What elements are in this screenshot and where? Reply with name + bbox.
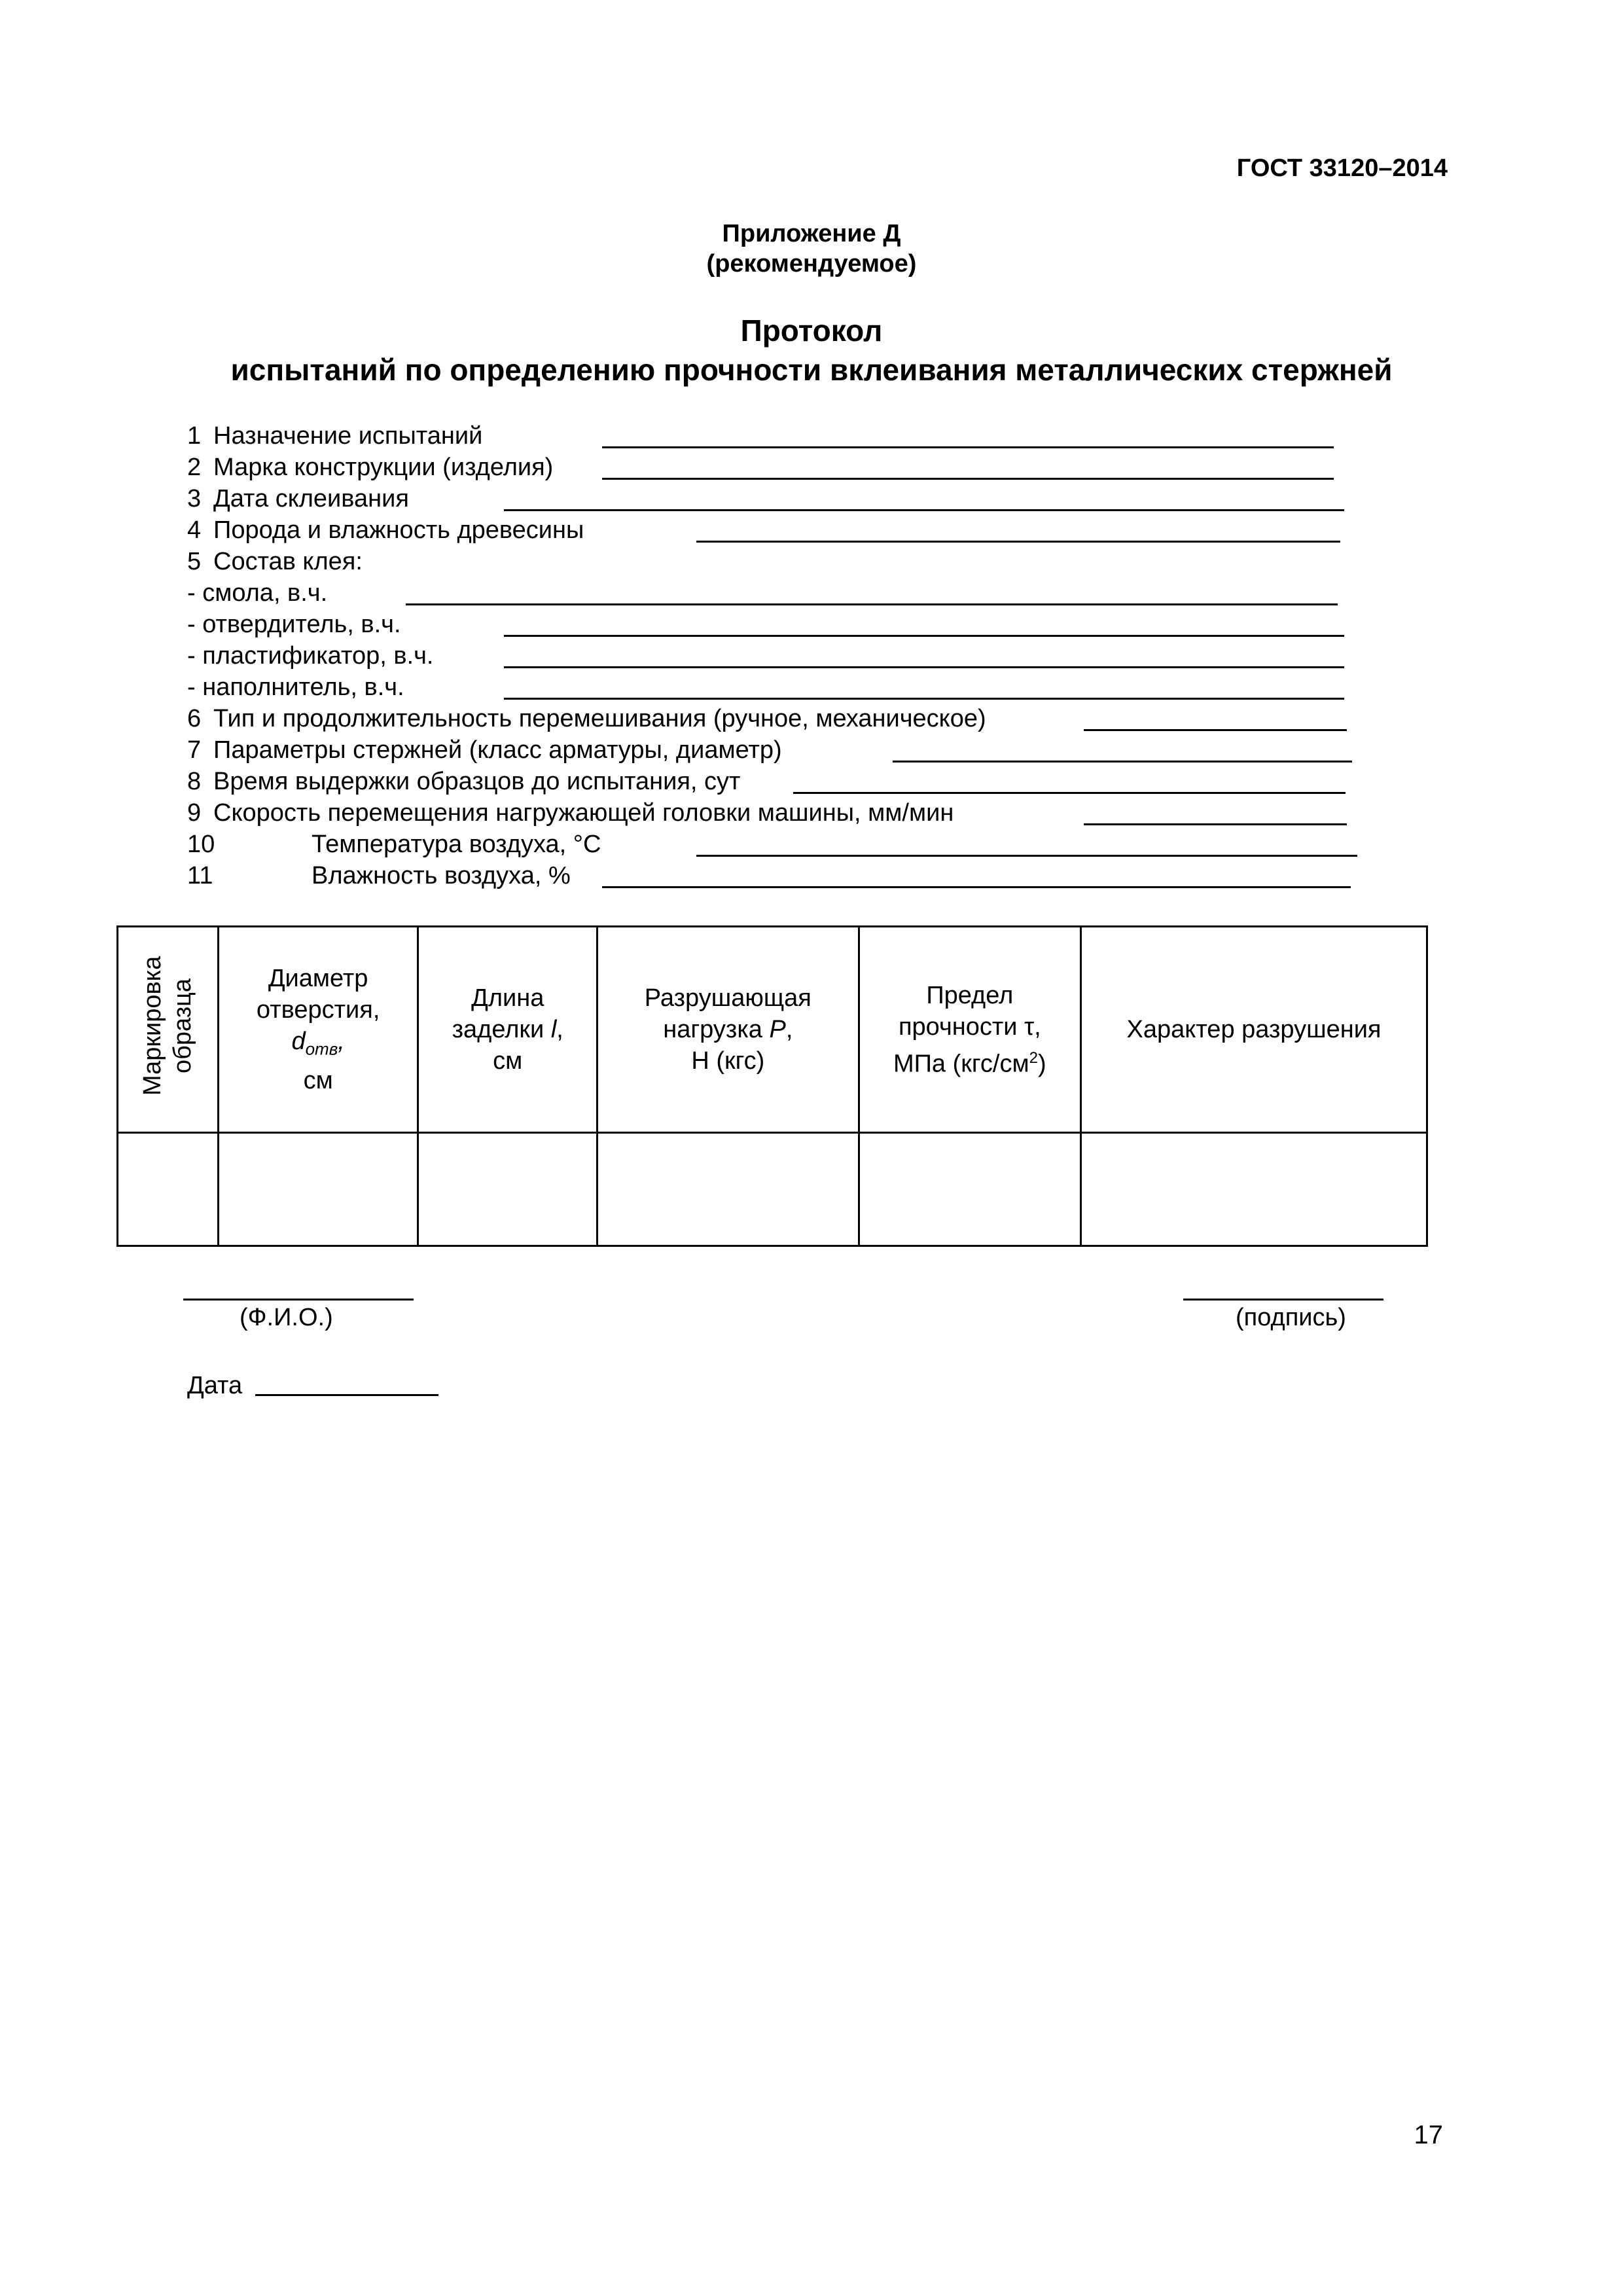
protocol-field: [0, 734, 1623, 766]
field-number: 5: [187, 548, 202, 575]
field-fill-line[interactable]: [406, 603, 1338, 605]
header-marking: [118, 927, 219, 1133]
protocol-field: [0, 703, 1623, 734]
field-fill-line[interactable]: [602, 446, 1334, 448]
field-fill-line[interactable]: [1084, 823, 1347, 825]
field-number: 11: [187, 862, 213, 889]
header-load: Разрушающая нагрузка P, Н (кгс): [597, 927, 859, 1133]
field-fill-line[interactable]: [504, 509, 1344, 511]
page-number: 17: [1414, 2121, 1443, 2149]
field-number: 8: [187, 768, 202, 795]
document-code: ГОСТ 33120–2014: [1236, 154, 1448, 182]
protocol-field: [0, 546, 1623, 577]
field-fill-line[interactable]: [504, 635, 1344, 637]
field-fill-line[interactable]: [504, 698, 1344, 700]
field-number: 3: [187, 485, 202, 512]
header-diameter: Диаметр отверстия, $d_{отв}$, см: [218, 927, 418, 1133]
field-label: Дата склеивания: [213, 485, 409, 512]
date-line[interactable]: [255, 1394, 438, 1396]
field-number: 7: [187, 736, 202, 764]
field-label: Тип и продолжительность перемешивания (ручное, механическое): [213, 705, 986, 732]
table-header-row: [118, 927, 1427, 1133]
appendix-subtitle: (рекомендуемое): [706, 250, 917, 278]
name-signature-line[interactable]: [183, 1299, 414, 1300]
field-number: 1: [187, 422, 202, 450]
field-label: Назначение испытаний: [213, 422, 483, 450]
field-label: - отвердитель, в.ч.: [187, 611, 401, 638]
field-label: Температура воздуха, °C: [312, 831, 601, 858]
protocol-field: [0, 640, 1623, 672]
field-label: - смола, в.ч.: [187, 579, 328, 607]
protocol-field: [0, 609, 1623, 640]
header-length: Длина заделки l, см: [418, 927, 597, 1133]
field-label: Марка конструкции (изделия): [213, 454, 554, 481]
protocol-field: [0, 420, 1623, 452]
field-fill-line[interactable]: [1084, 729, 1347, 731]
header-fracture: Характер разрушения: [1081, 927, 1427, 1133]
signature-line[interactable]: [1183, 1299, 1383, 1300]
field-fill-line[interactable]: [696, 541, 1340, 543]
field-number: 4: [187, 516, 202, 544]
header-strength: Предел прочности τ, МПа $(кгс/см^2)$: [859, 927, 1080, 1133]
cell-diameter[interactable]: [218, 1133, 418, 1246]
cell-load[interactable]: [597, 1133, 859, 1246]
protocol-field: [0, 483, 1623, 514]
cell-fracture[interactable]: [1081, 1133, 1427, 1246]
field-label: Состав клея:: [213, 548, 363, 575]
signature-caption: (подпись): [1236, 1304, 1346, 1331]
protocol-field: [0, 766, 1623, 797]
protocol-field: [0, 452, 1623, 483]
table-row: [118, 1133, 1427, 1246]
field-label: Скорость перемещения нагружающей головки машины, мм/мин: [213, 799, 954, 827]
appendix-title: Приложение Д: [722, 220, 901, 247]
cell-length[interactable]: [418, 1133, 597, 1246]
protocol-title: Протокол: [740, 314, 883, 348]
field-fill-line[interactable]: [602, 478, 1334, 480]
header-marking-label: Маркировка образца: [139, 956, 197, 1096]
cell-strength[interactable]: [859, 1133, 1080, 1246]
field-fill-line[interactable]: [602, 886, 1351, 888]
field-label: Время выдержки образцов до испытания, сут: [213, 768, 741, 795]
field-fill-line[interactable]: [893, 761, 1352, 762]
field-fill-line[interactable]: [504, 666, 1344, 668]
protocol-subtitle: испытаний по определению прочности вклеивания металлических стержней: [230, 353, 1393, 387]
field-fill-line[interactable]: [793, 792, 1346, 794]
field-number: 2: [187, 454, 202, 481]
field-label: Влажность воздуха, %: [312, 862, 571, 889]
field-label: Порода и влажность древесины: [213, 516, 584, 544]
protocol-field: [0, 797, 1623, 829]
protocol-field: [0, 860, 1623, 891]
date-label: Дата: [187, 1372, 243, 1399]
protocol-field: [0, 514, 1623, 546]
protocol-field: [0, 577, 1623, 609]
name-caption: (Ф.И.О.): [240, 1304, 333, 1331]
field-number: 6: [187, 705, 202, 732]
cell-marking[interactable]: [118, 1133, 219, 1246]
results-table: [116, 925, 1428, 1247]
protocol-field: [0, 829, 1623, 860]
field-label: - пластификатор, в.ч.: [187, 642, 434, 670]
field-label: Параметры стержней (класс арматуры, диаметр): [213, 736, 782, 764]
field-number: 9: [187, 799, 202, 827]
field-number: 10: [187, 831, 215, 858]
protocol-field: [0, 672, 1623, 703]
field-fill-line[interactable]: [696, 855, 1357, 857]
field-label: - наполнитель, в.ч.: [187, 673, 404, 701]
